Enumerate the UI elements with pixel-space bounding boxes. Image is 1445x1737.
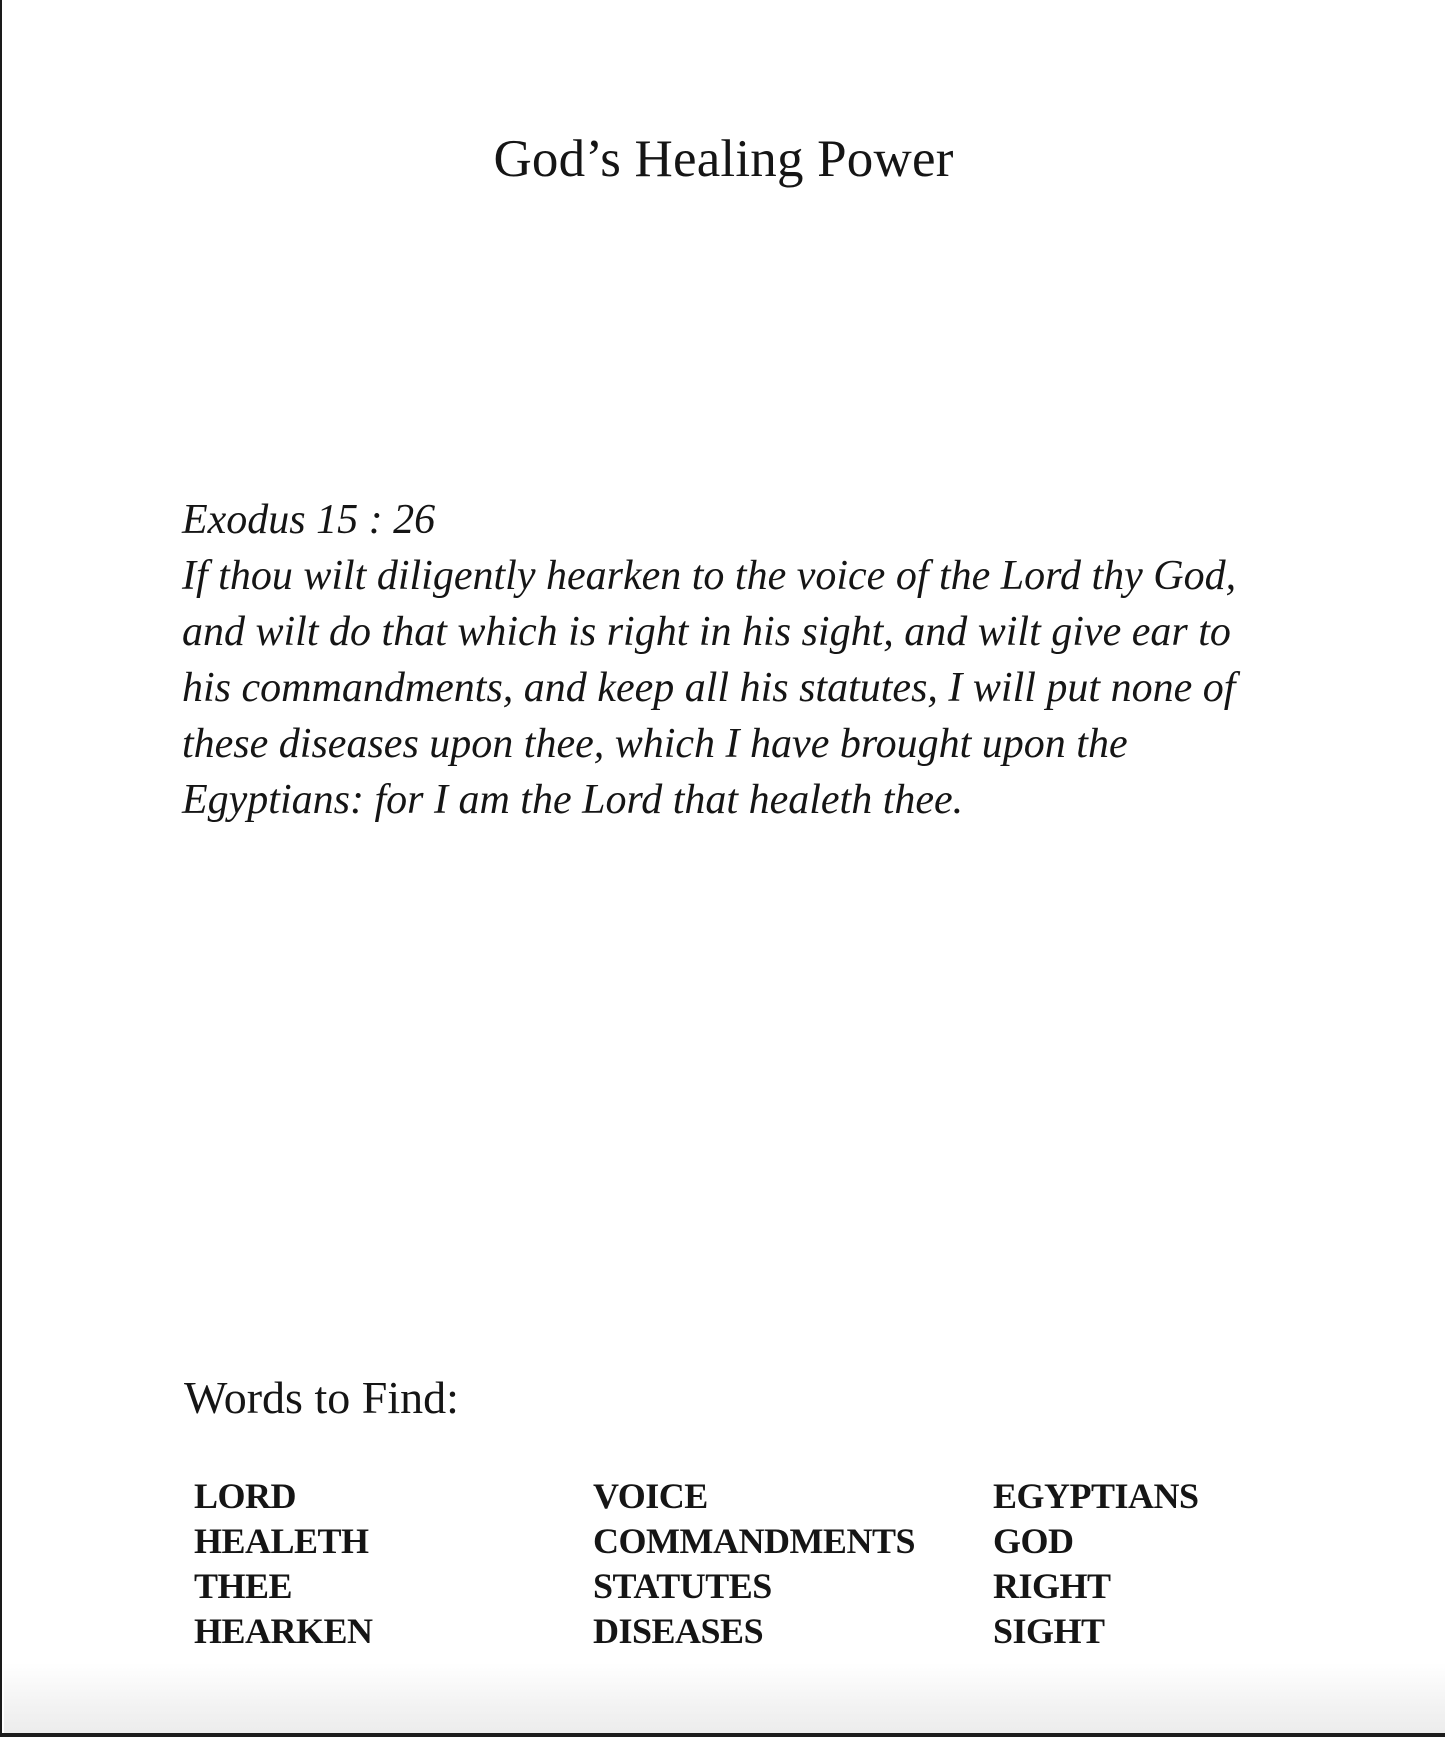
word-column-2: [593, 1474, 993, 1651]
word-item: SIGHT: [993, 1611, 1105, 1651]
word-column-1: [194, 1474, 593, 1651]
scripture-passage: [182, 492, 1272, 828]
word-item: HEARKEN: [194, 1611, 373, 1651]
word-item: DISEASES: [593, 1611, 764, 1651]
word-item: COMMANDMENTS: [593, 1521, 915, 1561]
page-bottom-edge: [2, 1733, 1445, 1737]
word-item: VOICE: [593, 1476, 708, 1516]
word-item: LORD: [194, 1476, 297, 1516]
page-bottom-shadow: [4, 1663, 1445, 1733]
word-item: EGYPTIANS: [993, 1476, 1199, 1516]
words-to-find-heading: Words to Find:: [184, 1372, 459, 1423]
verse-text: If thou wilt diligently hearken to the voice of the Lord thy God, and wilt do that which is right in his sight, and wilt give ear to his commandments, and keep all his statutes, I will put none of these diseases upon thee, which I have brought upon the Egyptians: for I am the Lord that healeth thee.: [182, 553, 1237, 823]
page-title: God’s Healing Power: [493, 130, 954, 188]
word-column-3: [993, 1474, 1293, 1651]
word-item: STATUTES: [593, 1566, 772, 1606]
word-item: HEALETH: [194, 1521, 369, 1561]
word-item: GOD: [993, 1521, 1074, 1561]
word-list: [194, 1474, 1293, 1651]
word-item: RIGHT: [993, 1566, 1111, 1606]
verse-reference: Exodus 15 : 26: [182, 497, 436, 543]
word-item: THEE: [194, 1566, 293, 1606]
